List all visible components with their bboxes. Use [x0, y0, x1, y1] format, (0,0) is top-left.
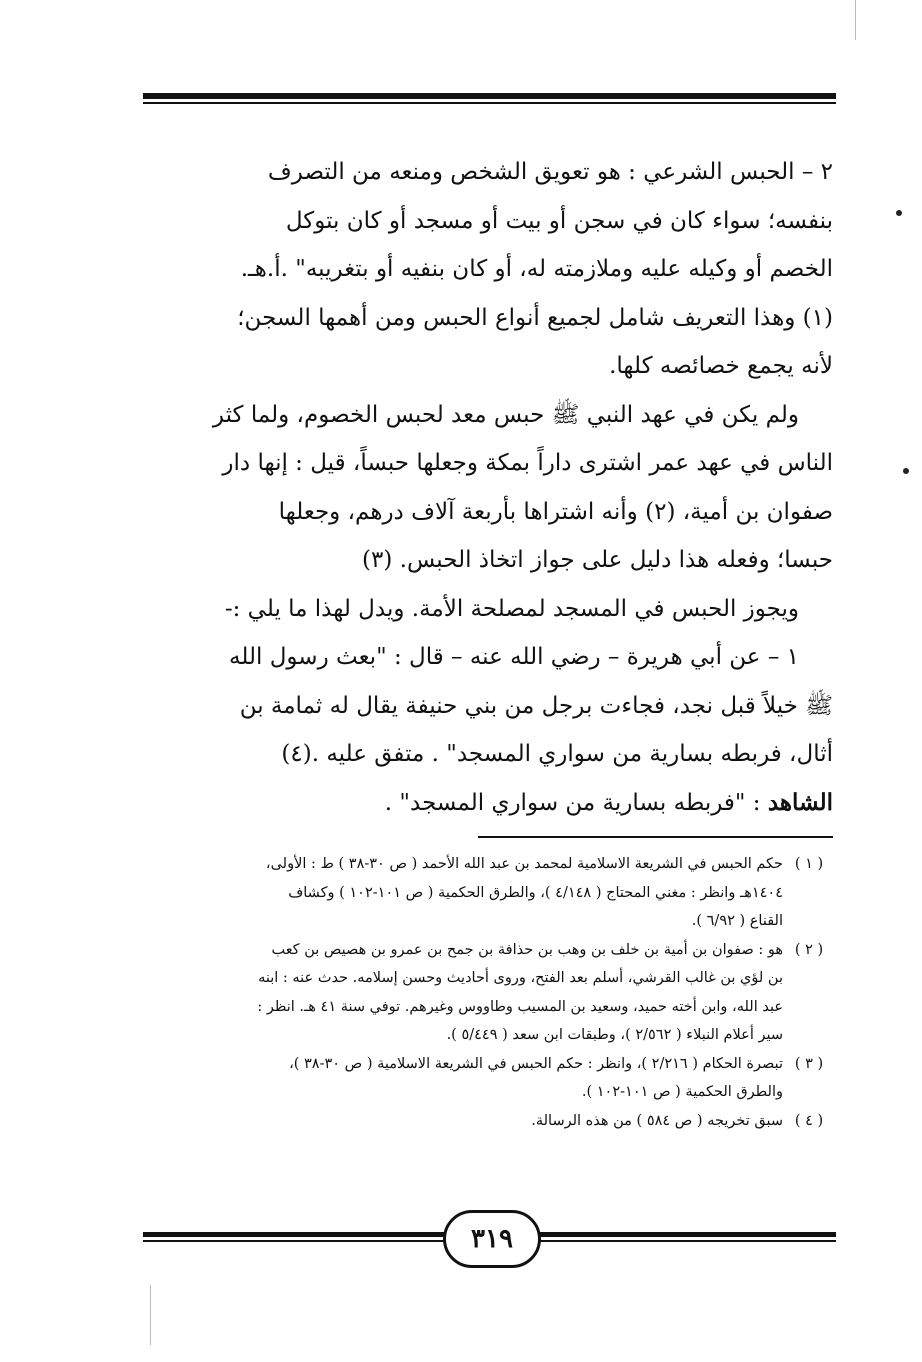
margin-mark-lower — [903, 468, 909, 474]
main-text — [140, 148, 833, 827]
footnote-line: بن لؤي بن غالب القرشي، أسلم بعد الفتح، وروى أحاديث وحسن إسلامه. حدث عنه : ابنه — [258, 970, 783, 986]
body-line: الناس في عهد عمر اشترى داراً بمكة وجعلها حبساً، قيل : إنها دار — [222, 450, 833, 476]
header-rule-thick — [143, 93, 836, 99]
body-line: ٢ – الحبس الشرعي : هو تعويق الشخص ومنعه من التصرف — [267, 159, 833, 185]
bottom-scan-mark — [150, 1285, 151, 1345]
header-double-rule — [143, 93, 836, 105]
page-number: ٣١٩ — [443, 1210, 541, 1268]
body-line: ﷺ خيلاً قبل نجد، فجاءت برجل من بني حنيفة يقال له ثمامة بن — [239, 692, 833, 719]
footnote — [140, 936, 835, 1050]
top-scan-mark — [855, 0, 856, 40]
body-line: الخصم أو وكيله عليه وملازمته له، أو كان بنفيه أو بتغريبه" .أ.هـ. — [240, 256, 833, 282]
footnote-line: حكم الحبس في الشريعة الاسلامية لمحمد بن عبد الله الأحمد ( ص ٣٠-٣٨ ) ط : الأولى، — [265, 856, 783, 872]
shahid-text: : "فربطه بسارية من سواري المسجد" . — [384, 789, 761, 816]
body-line: لأنه يجمع خصائصه كلها. — [609, 353, 833, 379]
footnote-line: سير أعلام النبلاء ( ٢/٥٦٢ )، وطبقات ابن سعد ( ٥/٤٤٩ ). — [446, 1027, 783, 1043]
footnotes — [140, 850, 835, 1135]
margin-mark-upper — [896, 210, 902, 216]
footnote-line: سبق تخريجه ( ص ٥٨٤ ) من هذه الرسالة. — [531, 1112, 783, 1129]
footnote-line: والطرق الحكمية ( ص ١٠١-١٠٢ ). — [581, 1084, 783, 1100]
footnote-number: ( ٣ ) — [794, 1055, 824, 1072]
header-rule-thin — [143, 102, 836, 104]
body-line: ١ – عن أبي هريرة – رضي الله عنه – قال : "بعث رسول الله — [229, 644, 799, 670]
footnote-line: هو : صفوان بن أمية بن خلف بن وهب بن حذافة بن جمح بن عمرو بن هصيص بن كعب — [271, 941, 783, 958]
footnote-line: القناع ( ٦/٩٢ ). — [691, 913, 783, 929]
footer-rule — [143, 1208, 836, 1268]
footnote-number: ( ٢ ) — [794, 941, 824, 958]
shahid-label: الشاهد — [767, 788, 833, 816]
body-line: (١) وهذا التعريف شامل لجميع أنواع الحبس ومن أهمها السجن؛ — [237, 304, 833, 331]
body-line: أثال، فربطه بسارية من سواري المسجد" . متفق عليه .(٤) — [281, 741, 833, 767]
footnote-line: تبصرة الحكام ( ٢/٢١٦ )، وانظر : حكم الحبس في الشريعة الاسلامية ( ص ٣٠-٣٨ )، — [289, 1055, 783, 1072]
body-line: ولم يكن في عهد النبي ﷺ حبس معد لحبس الخصوم، ولما كثر — [212, 401, 799, 428]
footnote — [140, 1050, 835, 1107]
footnote — [140, 850, 835, 936]
footnote-line: عبد الله، وابن أخته حميد، وسعيد بن المسيب وطاووس وغيرهم. توفي سنة ٤١ هـ. انظر : — [257, 998, 783, 1015]
body-line: ويجوز الحبس في المسجد لمصلحة الأمة. ويدل لهذا ما يلي :- — [224, 595, 799, 622]
footnote-number: ( ٤ ) — [794, 1112, 824, 1129]
footnote-line: ١٤٠٤هـ وانظر : مغني المحتاج ( ٤/١٤٨ )، والطرق الحكمية ( ص ١٠١-١٠٢ ) وكشاف — [288, 884, 783, 901]
footnote — [140, 1107, 835, 1136]
shahid-line — [140, 779, 833, 828]
footnote-separator — [478, 836, 833, 838]
footnote-number: ( ١ ) — [794, 856, 824, 872]
body-line: حبسا؛ وفعله هذا دليل على جواز اتخاذ الحبس. (٣) — [362, 547, 833, 573]
body-line: صفوان بن أمية، (٢) وأنه اشتراها بأربعة آلاف درهم، وجعلها — [278, 498, 833, 525]
body-line: بنفسه؛ سواء كان في سجن أو بيت أو مسجد أو كان بتوكل — [285, 207, 833, 234]
